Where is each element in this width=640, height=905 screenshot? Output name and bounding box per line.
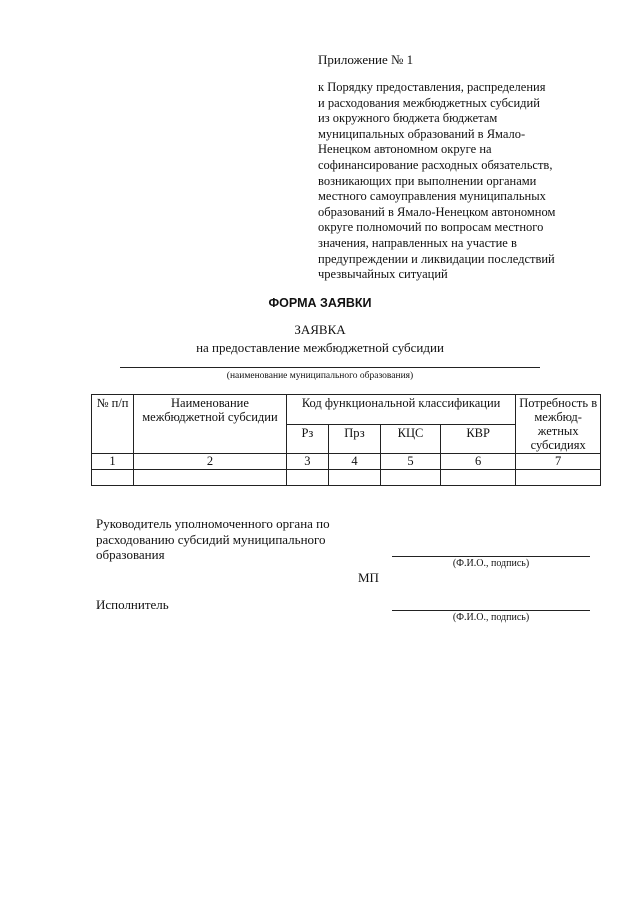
table-number-row: [92, 454, 601, 470]
appendix-text: [318, 80, 608, 283]
appendix-line: к Порядку предоставления, распределения: [318, 80, 546, 94]
executor-signature-hint: (Ф.И.О., подпись): [452, 612, 530, 623]
subheader-kcs: КЦС: [381, 424, 441, 454]
appendix-line: образований в Ямало-Ненецком автономном: [318, 204, 556, 219]
appendix-line: возникающих при выполнении органами: [318, 173, 537, 188]
head-signature-hint: (Ф.И.О., подпись): [452, 558, 530, 569]
appendix-line: местного самоуправления муниципальных: [318, 189, 546, 204]
appendix-title: Приложение № 1: [318, 52, 414, 67]
head-signature-label: Руководитель уполномоченного органа по расходованию субсидий муниципального образования: [96, 516, 330, 562]
subheader-rz: Рз: [286, 424, 328, 454]
application-title: ЗАЯВКА: [294, 322, 346, 337]
subheader-kvr: КВР: [440, 424, 515, 454]
column-number: 3: [286, 454, 328, 470]
appendix-line: Ненецком автономном округе на: [318, 142, 492, 157]
municipality-hint: (наименование муниципального образования): [226, 371, 414, 381]
executor-label: Исполнитель: [96, 597, 169, 612]
appendix-line: софинансирование расходных обязательств,: [318, 157, 553, 172]
table-header-row: [92, 395, 601, 425]
form-title: ФОРМА ЗАЯВКИ: [268, 296, 372, 310]
table-cell: [328, 470, 380, 486]
stamp-place: МП: [358, 570, 379, 585]
table-cell: [286, 470, 328, 486]
table-cell: [440, 470, 515, 486]
column-number: 4: [328, 454, 380, 470]
table-cell: [516, 470, 601, 486]
header-code: Код функциональной классификации: [286, 395, 516, 425]
appendix-line: муниципальных образований в Ямало-: [318, 126, 526, 141]
subsidy-table: [91, 394, 601, 486]
header-no: № п/п: [92, 395, 134, 454]
table-cell: [381, 470, 441, 486]
header-name: Наименование межбюджетной субсидии: [134, 395, 287, 454]
appendix-line: значения, направленных на участие в: [318, 235, 517, 250]
appendix-line: и расходования межбюджетных субсидий: [318, 95, 540, 110]
head-signature-line: [392, 556, 590, 557]
appendix-line: округе полномочий по вопросам местного: [318, 220, 544, 235]
table-cell: [92, 470, 134, 486]
table-row: [92, 470, 601, 486]
column-number: 5: [381, 454, 441, 470]
executor-signature-line: [392, 610, 590, 611]
appendix-line: из окружного бюджета бюджетам: [318, 111, 498, 126]
header-need: Потребность в межбюд-жетных субсидиях: [516, 395, 601, 454]
column-number: 2: [134, 454, 287, 470]
column-number: 6: [440, 454, 515, 470]
municipality-line: [120, 367, 540, 368]
appendix-line: чрезвычайных ситуаций: [318, 267, 448, 282]
column-number: 7: [516, 454, 601, 470]
column-number: 1: [92, 454, 134, 470]
table-cell: [134, 470, 287, 486]
application-subtitle: на предоставление межбюджетной субсидии: [196, 340, 444, 355]
subheader-prz: Прз: [328, 424, 380, 454]
appendix-line: предупреждении и ликвидации последствий: [318, 251, 555, 266]
